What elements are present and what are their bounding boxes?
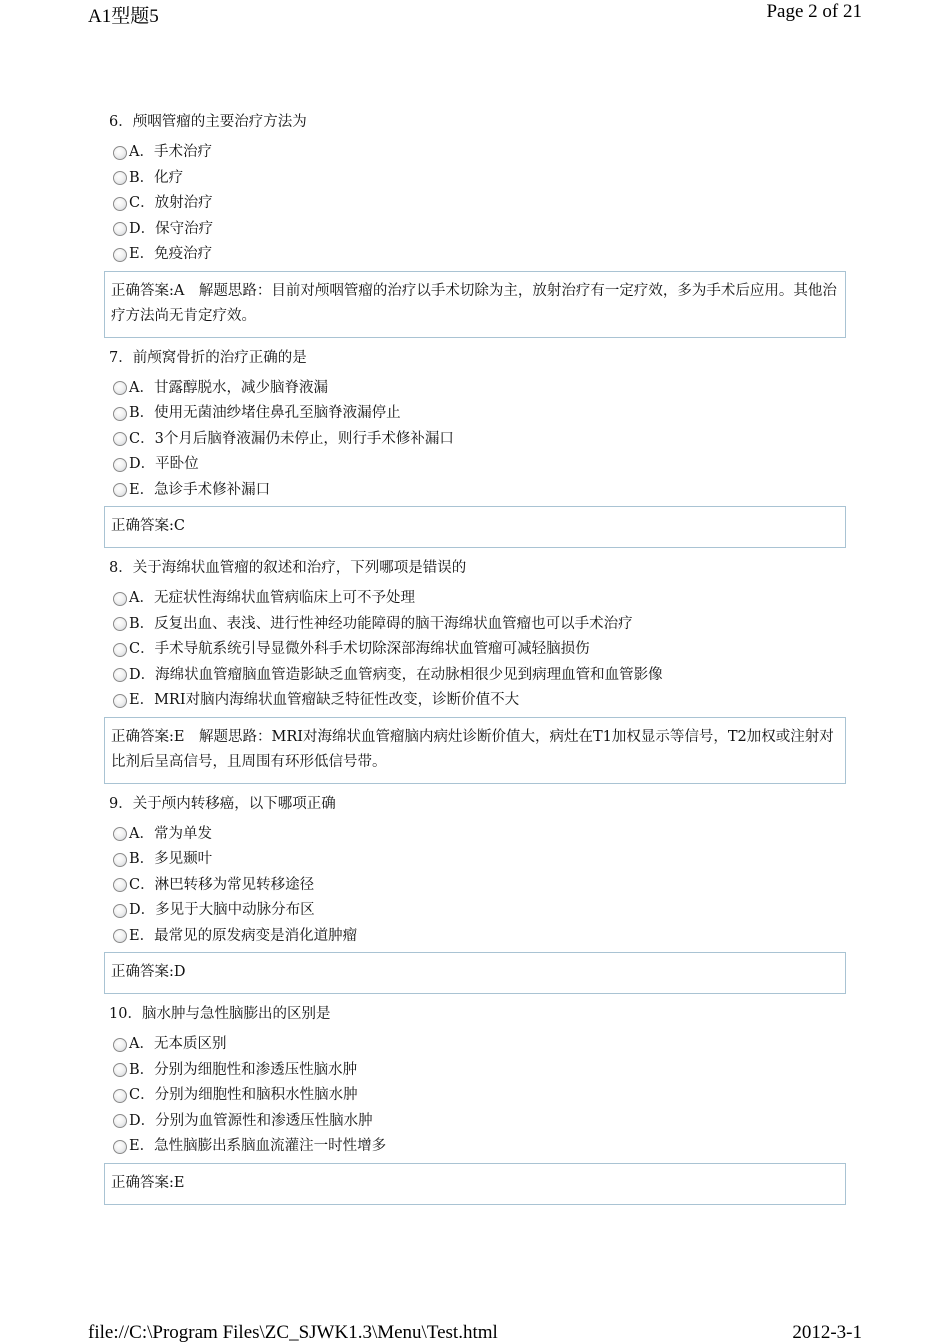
radio-button[interactable] — [113, 1114, 127, 1128]
radio-button[interactable] — [113, 668, 127, 682]
answer-option[interactable] — [104, 612, 846, 638]
answer-option[interactable] — [104, 1083, 846, 1109]
question-stem: 9．关于颅内转移癌，以下哪项正确 — [109, 795, 336, 812]
answer-explanation-box: 正确答案:E — [104, 1163, 846, 1205]
answer-explanation-box: 正确答案:D — [104, 952, 846, 994]
radio-button[interactable] — [113, 222, 127, 236]
question-list — [104, 112, 846, 1215]
answer-option[interactable] — [104, 401, 846, 427]
answer-option[interactable] — [104, 217, 846, 243]
question-block — [104, 558, 846, 784]
radio-button[interactable] — [113, 432, 127, 446]
option-label: E．免疫治疗 — [129, 246, 213, 262]
question-stem: 10．脑水肿与急性脑膨出的区别是 — [109, 1006, 331, 1022]
answer-option[interactable] — [104, 166, 846, 192]
question-stem: 6．颅咽管瘤的主要治疗方法为 — [109, 114, 307, 130]
option-list — [104, 376, 846, 504]
radio-button[interactable] — [113, 1089, 127, 1103]
radio-button[interactable] — [113, 381, 127, 395]
radio-button[interactable] — [113, 1140, 127, 1154]
answer-option[interactable] — [104, 427, 846, 453]
option-label: E．最常见的原发病变是消化道肿瘤 — [129, 927, 358, 944]
answer-option[interactable] — [104, 1109, 846, 1135]
question-stem: 7．前颅窝骨折的治疗正确的是 — [109, 349, 307, 366]
radio-button[interactable] — [113, 197, 127, 211]
radio-button[interactable] — [113, 248, 127, 262]
question-block — [104, 112, 846, 338]
radio-button[interactable] — [113, 878, 127, 892]
option-label: C．分别为细胞性和脑积水性脑水肿 — [129, 1087, 358, 1103]
radio-button[interactable] — [113, 1038, 127, 1052]
radio-button[interactable] — [113, 407, 127, 421]
option-label: A．无本质区别 — [129, 1036, 227, 1052]
option-label: B．使用无菌油纱堵住鼻孔至脑脊液漏停止 — [129, 405, 401, 421]
option-label: D．分别为血管源性和渗透压性脑水肿 — [129, 1112, 373, 1129]
option-label: C．淋巴转移为常见转移途径 — [129, 876, 315, 893]
print-date: 2012-3-1 — [792, 1322, 862, 1343]
option-label: B．分别为细胞性和渗透压性脑水肿 — [129, 1061, 358, 1078]
option-list — [104, 822, 846, 950]
option-label: A．甘露醇脱水，减少脑脊液漏 — [129, 379, 328, 396]
option-label: A．手术治疗 — [129, 144, 212, 160]
answer-option[interactable] — [104, 1032, 846, 1058]
option-label: E．MRI对脑内海绵状血管瘤缺乏特征性改变，诊断价值不大 — [129, 692, 520, 708]
radio-button[interactable] — [113, 904, 127, 918]
answer-option[interactable] — [104, 1134, 846, 1160]
radio-button[interactable] — [113, 483, 127, 497]
radio-button[interactable] — [113, 853, 127, 867]
document-title: A1型题5 — [88, 6, 159, 27]
answer-option[interactable] — [104, 847, 846, 873]
radio-button[interactable] — [113, 592, 127, 606]
option-label: B．反复出血、表浅、进行性神经功能障碍的脑干海绵状血管瘤也可以手术治疗 — [129, 615, 633, 632]
question-block — [104, 794, 846, 995]
answer-option[interactable] — [104, 688, 846, 714]
option-list — [104, 140, 846, 268]
answer-option[interactable] — [104, 586, 846, 612]
radio-button[interactable] — [113, 643, 127, 657]
radio-button[interactable] — [113, 617, 127, 631]
option-label: C．3个月后脑脊液漏仍未停止，则行手术修补漏口 — [129, 430, 454, 447]
radio-button[interactable] — [113, 1063, 127, 1077]
answer-explanation-box: 正确答案:C — [104, 506, 846, 548]
option-label: C．手术导航系统引导显微外科手术切除深部海绵状血管瘤可减轻脑损伤 — [129, 641, 590, 657]
answer-option[interactable] — [104, 242, 846, 268]
radio-button[interactable] — [113, 827, 127, 841]
answer-option[interactable] — [104, 873, 846, 899]
answer-option[interactable] — [104, 822, 846, 848]
answer-option[interactable] — [104, 478, 846, 504]
answer-option[interactable] — [104, 140, 846, 166]
option-label: A．无症状性海绵状血管病临床上可不予处理 — [129, 590, 415, 606]
option-label: B．多见颞叶 — [129, 851, 213, 867]
option-label: E．急性脑膨出系脑血流灌注一时性增多 — [129, 1138, 387, 1154]
answer-option[interactable] — [104, 1058, 846, 1084]
question-block — [104, 1004, 846, 1205]
option-label: D．多见于大脑中动脉分布区 — [129, 902, 315, 918]
answer-option[interactable] — [104, 898, 846, 924]
option-list — [104, 586, 846, 714]
option-label: B．化疗 — [129, 169, 184, 186]
answer-option[interactable] — [104, 191, 846, 217]
answer-explanation-box: 正确答案:A 解题思路：目前对颅咽管瘤的治疗以手术切除为主，放射治疗有一定疗效，多为手术后应用。其他治疗方法尚无肯定疗效。 — [104, 271, 846, 338]
radio-button[interactable] — [113, 929, 127, 943]
radio-button[interactable] — [113, 458, 127, 472]
file-path: file://C:\Program Files\ZC_SJWK1.3\Menu\Test.html — [88, 1322, 498, 1343]
option-label: D．海绵状血管瘤脑血管造影缺乏血管病变，在动脉相很少见到病理血管和血管影像 — [129, 666, 663, 683]
radio-button[interactable] — [113, 694, 127, 708]
option-label: C．放射治疗 — [129, 195, 213, 211]
answer-option[interactable] — [104, 376, 846, 402]
question-block — [104, 348, 846, 549]
answer-explanation-box: 正确答案:E 解题思路：MRI对海绵状血管瘤脑内病灶诊断价值大，病灶在T1加权显示等信号，T2加权或注射对比剂后呈高信号，且周围有环形低信号带。 — [104, 717, 846, 784]
question-stem: 8．关于海绵状血管瘤的叙述和治疗，下列哪项是错误的 — [109, 560, 467, 576]
radio-button[interactable] — [113, 146, 127, 160]
page-number: Page 2 of 21 — [766, 1, 862, 22]
option-label: D．保守治疗 — [129, 220, 214, 237]
answer-option[interactable] — [104, 452, 846, 478]
answer-option[interactable] — [104, 663, 846, 689]
option-label: A．常为单发 — [129, 825, 212, 842]
option-list — [104, 1032, 846, 1160]
answer-option[interactable] — [104, 637, 846, 663]
answer-option[interactable] — [104, 924, 846, 950]
option-label: E．急诊手术修补漏口 — [129, 481, 271, 498]
radio-button[interactable] — [113, 171, 127, 185]
option-label: D．平卧位 — [129, 456, 199, 472]
